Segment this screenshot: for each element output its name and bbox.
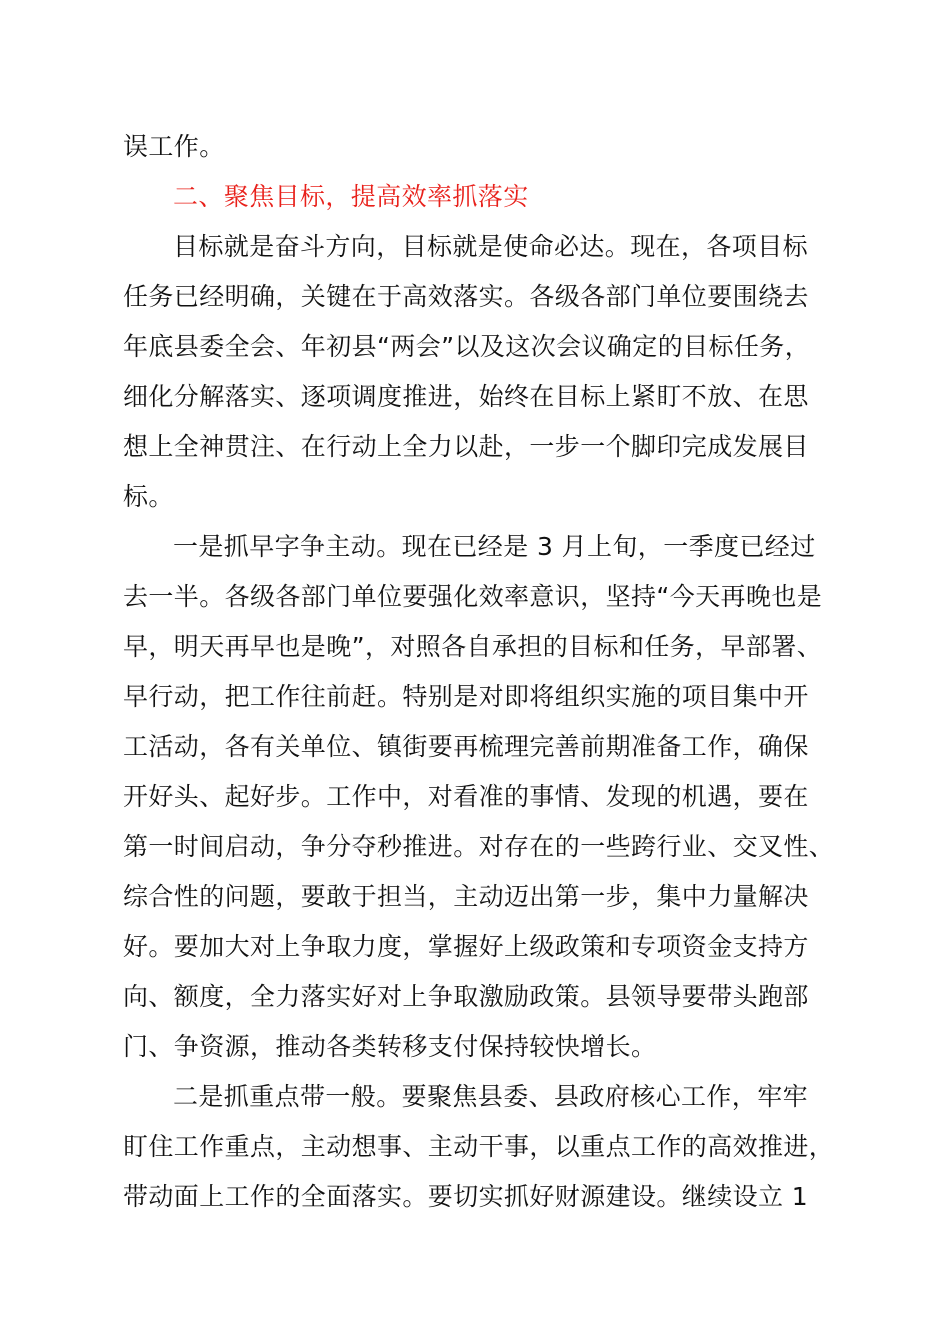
text-line: 盯住工作重点，主动想事、主动干事，以重点工作的高效推进，: [123, 1132, 835, 1161]
text-line: 去一半。各级各部门单位要强化效率意识，坚持“今天再晚也是: [123, 582, 823, 611]
text-line: 门、争资源，推动各类转移支付保持较快增长。: [123, 1032, 657, 1061]
text-line: 早行动，把工作往前赶。特别是对即将组织实施的项目集中开: [123, 682, 809, 711]
text-line: 综合性的问题，要敢于担当，主动迈出第一步，集中力量解决: [123, 882, 809, 911]
text-line: 好。要加大对上争取力度，掌握好上级政策和专项资金支持方: [123, 932, 809, 961]
paragraph-first-line: 一是抓早字争主动。现在已经是 3 月上旬，一季度已经过: [173, 532, 816, 561]
document-body: [123, 122, 841, 1222]
text-line: 任务已经明确，关键在于高效落实。各级各部门单位要围绕去: [123, 282, 809, 311]
text-line: 向、额度，全力落实好对上争取激励政策。县领导要带头跑部: [123, 982, 809, 1011]
section-heading: 二、聚焦目标，提高效率抓落实: [173, 182, 529, 211]
text-line: 开好头、起好步。工作中，对看准的事情、发现的机遇，要在: [123, 782, 809, 811]
text-line: 年底县委全会、年初县“两会”以及这次会议确定的目标任务，: [123, 332, 811, 361]
text-line: 工活动，各有关单位、镇街要再梳理完善前期准备工作，确保: [123, 732, 809, 761]
paragraph-first-line: 二是抓重点带一般。要聚焦县委、县政府核心工作，牢牢: [173, 1082, 809, 1111]
text-line: 细化分解落实、逐项调度推进，始终在目标上紧盯不放、在思: [123, 382, 809, 411]
text-line: 带动面上工作的全面落实。要切实抓好财源建设。继续设立 1: [123, 1182, 809, 1211]
text-line: 想上全神贯注、在行动上全力以赴，一步一个脚印完成发展目: [123, 432, 809, 461]
text-line: 误工作。: [123, 132, 225, 161]
paragraph-first-line: 目标就是奋斗方向，目标就是使命必达。现在，各项目标: [173, 232, 809, 261]
text-line: 第一时间启动，争分夺秒推进。对存在的一些跨行业、交叉性、: [123, 832, 835, 861]
text-line: 早，明天再早也是晚”，对照各自承担的目标和任务，早部署、: [123, 632, 823, 661]
text-line: 标。: [123, 482, 174, 511]
